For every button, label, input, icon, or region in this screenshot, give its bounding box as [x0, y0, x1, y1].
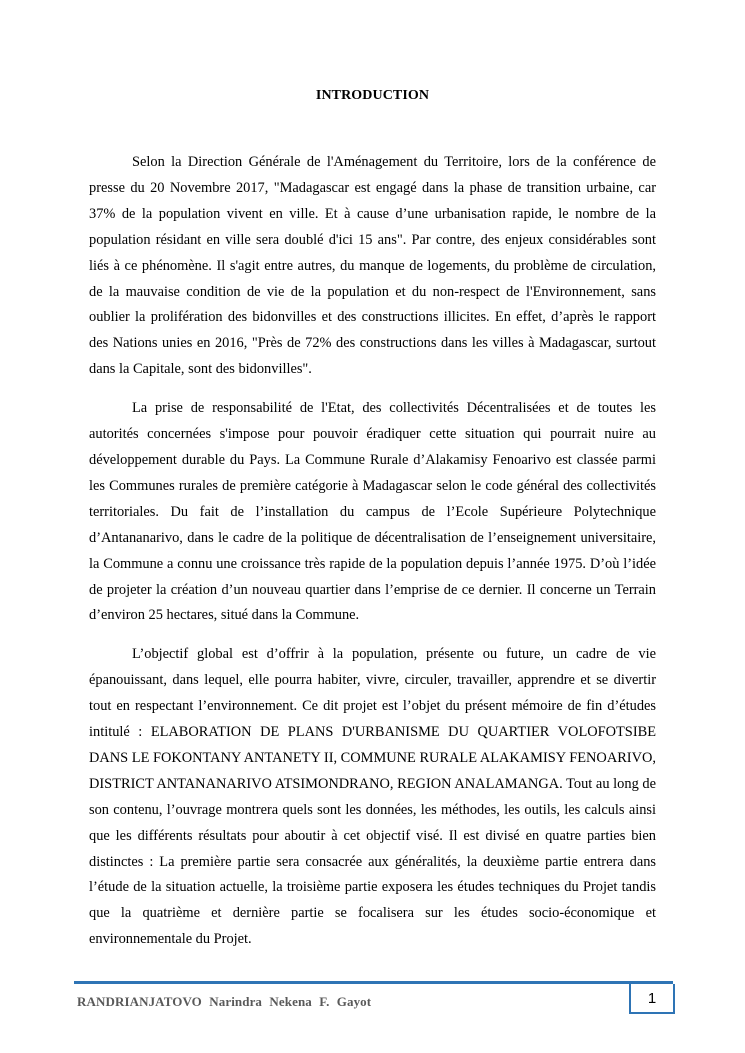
paragraph-1: Selon la Direction Générale de l'Aménagement du Territoire, lors de la conférence de presse du 20 Novembre 2017, "Madagascar est engagé dans la phase de transition urbaine, car 37% de la population vivent en ville. Et à cause d’une urbanisation rapide, le nombre de la population résidant en ville sera doublé d'ici 15 ans". Par contre, des enjeux considérables sont liés à ce phénomène. Il s'agit entre autres, du manque de logements, du problème de circulation, de la mauvaise condition de vie de la population et du non-respect de l'Environnement, sans oublier la prolifération des bidonvilles et des constructions illicites. En effet, d’après le rapport des Nations unies en 2016, "Près de 72% des constructions dans les villes à Madagascar, surtout dans la Capitale, sont des bidonvilles".: [89, 154, 656, 378]
page-number-value: 1: [647, 989, 657, 1007]
document-body: [89, 150, 656, 953]
footer-divider: [74, 981, 673, 984]
page-number: [629, 984, 675, 1014]
paragraph-2: La prise de responsabilité de l'Etat, des collectivités Décentralisées et de toutes les autorités concernées s'impose pour pouvoir éradiquer cette situation qui pourrait nuire au développement durable du Pays. La Commune Rurale d’Alakamisy Fenoarivo est classée parmi les Communes rurales de première catégorie à Madagascar selon le code général des collectivités territoriales. Du fait de l’installation du campus de l’Ecole Supérieure Polytechnique d’Antananarivo, dans le cadre de la politique de décentralisation de l’enseignement universitaire, la Commune a connu une croissance très rapide de la population depuis l’année 1975. D’où l’idée de projeter la création d’un nouveau quartier dans l’emprise de ce dernier. Il concerne un Terrain d’environ 25 hectares, situé dans la Commune.: [89, 400, 656, 624]
page-title: INTRODUCTION: [315, 88, 430, 103]
paragraph-3: L’objectif global est d’offrir à la population, présente ou future, un cadre de vie épanouissant, dans lequel, elle pourra habiter, vivre, circuler, travailler, apprendre et se divertir tout en respectant l’environnement. Ce dit projet est l’objet du présent mémoire de fin d’études intitulé : ELABORATION DE PLANS D'URBANISME DU QUARTIER VOLOFOTSIBE DANS LE FOKONTANY ANTANETY II, COMMUNE RURALE ALAKAMISY FENOARIVO, DISTRICT ANTANANARIVO ATSIMONDRANO, REGION ANALAMANGA. Tout au long de son contenu, l’ouvrage montrera quels sont les données, les méthodes, les outils, les calculs ainsi que les différents résultats pour aboutir à cet objectif visé. Il est divisé en quatre parties bien distinctes : La première partie sera consacrée aux généralités, la deuxième partie entrera dans l’étude de la situation actuelle, la troisième partie exposera les études techniques du Projet tandis que la quatrième et dernière partie se focalisera sur les études socio-économique et environnementale du Projet.: [89, 646, 656, 948]
footer-author: RANDRIANJATOVO Narindra Nekena F. Gayot: [77, 994, 372, 1009]
